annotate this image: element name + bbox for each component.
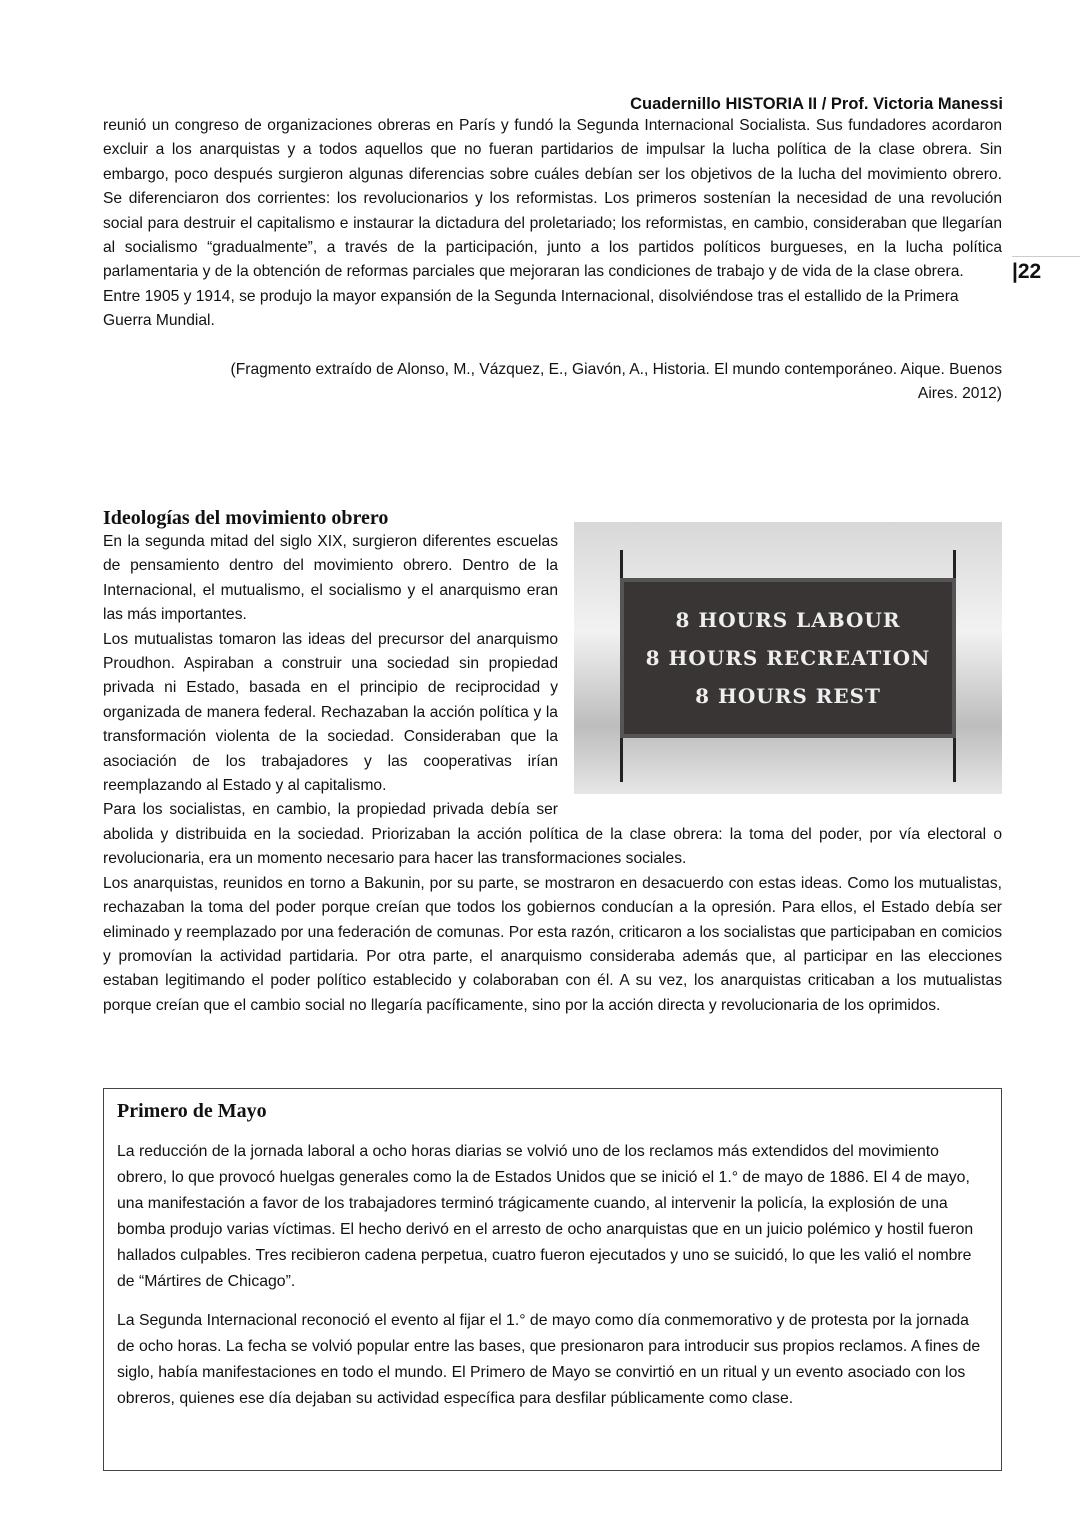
- eight-hours-banner-image: [574, 522, 1002, 794]
- citation-line: Aires. 2012): [917, 385, 1002, 403]
- banner-text: 8 HOURS RECREATION: [645, 646, 931, 670]
- intro-paragraph: reunió un congreso de organizaciones obreras en París y fundó la Segunda Internacional Socialista. Sus fundadores acordaron excluir a los anarquistas y a todos aquellos que no fueran partidarios de impulsar la lucha política de la clase obrera. Sin embargo, poco después surgieron algunas diferencias sobre cuáles debían ser los objetivos de la lucha del movimiento obrero. Se diferenciaron dos corrientes: los revolucionarios y los reformistas. Los primeros sostenían la necesidad de una revolución social para destruir el capitalismo e instaurar la dictadura del proletariado; los reformistas, en cambio, consideraban que llegarían al socialismo “gradualmente”, a través de la participación, junto a los partidos políticos burgueses, en la lucha política parlamentaria y de la obtención de reformas parciales que mejoraran las condiciones de trabajo y de vida de la clase obrera.: [103, 117, 1002, 281]
- primero-de-mayo-box: [103, 1088, 1002, 1471]
- paragraph: En la segunda mitad del siglo XIX, surgieron diferentes escuelas de pensamiento dentro del movimiento obrero. Dentro de la Internacional, el mutualismo, el socialismo y el anarquismo eran las más importantes.: [103, 533, 558, 624]
- page-number-divider: [1012, 256, 1080, 257]
- box-paragraph: La Segunda Internacional reconoció el evento al fijar el 1.° de mayo como día conmemorativo y de protesta por la jornada de ocho horas. La fecha se volvió popular entre las bases, que presionaron para introducir sus propios reclamos. A fines de siglo, había manifestaciones en todo el mundo. El Primero de Mayo se convirtió en un ritual y un evento asociado con los obreros, quienes ese día dejaban su actividad específica para desfilar públicamente como clase.: [117, 1312, 981, 1407]
- banner-text: 8 HOURS REST: [695, 684, 881, 708]
- citation-line: (Fragmento extraído de Alonso, M., Vázquez, E., Giavón, A., Historia. El mundo contemporáneo. Aique. Buenos: [230, 360, 1002, 378]
- page-header: Cuadernillo HISTORIA II / Prof. Victoria Manessi: [630, 95, 1003, 113]
- intro-section: [103, 114, 1002, 406]
- box-title: Primero de Mayo: [117, 1100, 267, 1122]
- banner-text: 8 HOURS LABOUR: [675, 608, 901, 632]
- intro-paragraph: Entre 1905 y 1914, se produjo la mayor expansión de la Segunda Internacional, disolviéndose tras el estallido de la Primera Guerra Mundial.: [103, 287, 959, 330]
- paragraph: Los mutualistas tomaron las ideas del precursor del anarquismo Proudhon. Aspiraban a construir una sociedad sin propiedad privada ni Estado, basada en el principio de reciprocidad y organizada de manera federal. Rechazaban la acción política y la transformación violenta de la sociedad. Consideraban que la asociación de los trabajadores y las cooperativas irían reemplazando al Estado y al capitalismo.: [103, 630, 558, 795]
- banner: [620, 578, 956, 738]
- page-number: |22: [1012, 260, 1042, 283]
- citation: [103, 358, 1002, 407]
- section-title: Ideologías del movimiento obrero: [103, 507, 389, 529]
- paragraph: Los anarquistas, reunidos en torno a Bakunin, por su parte, se mostraron en desacuerdo con estas ideas. Como los mutualistas, rechazaban la toma del poder porque creían que todos los gobiernos conducían a la opresión. Para ellos, el Estado debía ser eliminado y reemplazado por una federación de comunas. Por esta razón, criticaron a los socialistas que participaban en comicios y promovían la actividad partidaria. Por otra parte, el anarquismo consideraba además que, al participar en las elecciones estaban legitimando el poder político establecido y colaboraban con él. A su vez, los anarquistas criticaban a los mutualistas porque creían que el cambio social no llegaría pacíficamente, sino por la acción directa y revolucionaria de los oprimidos.: [103, 874, 1002, 1014]
- box-paragraph: La reducción de la jornada laboral a ocho horas diarias se volvió uno de los reclamos más extendidos del movimiento obrero, lo que provocó huelgas generales como la de Estados Unidos que se inició el 1.° de mayo de 1886. El 4 de mayo, una manifestación a favor de los trabajadores terminó trágicamente cuando, al intervenir la policía, la explosión de una bomba produjo varias víctimas. El hecho derivó en el arresto de ocho anarquistas que en un juicio polémico y hostil fueron hallados culpables. Tres recibieron cadena perpetua, cuatro fueron ejecutados y uno se suicidó, lo que les valió el nombre de “Mártires de Chicago”.: [117, 1143, 974, 1290]
- paragraph: Para los socialistas, en cambio, la propiedad privada debía ser abolida y distribuida en la sociedad. Priorizaban la acción política de la clase obrera: la toma del poder, por vía electoral o revolucionaria, era un momento necesario para hacer las transformaciones sociales.: [103, 801, 1002, 868]
- ideologias-section: [103, 506, 1002, 1018]
